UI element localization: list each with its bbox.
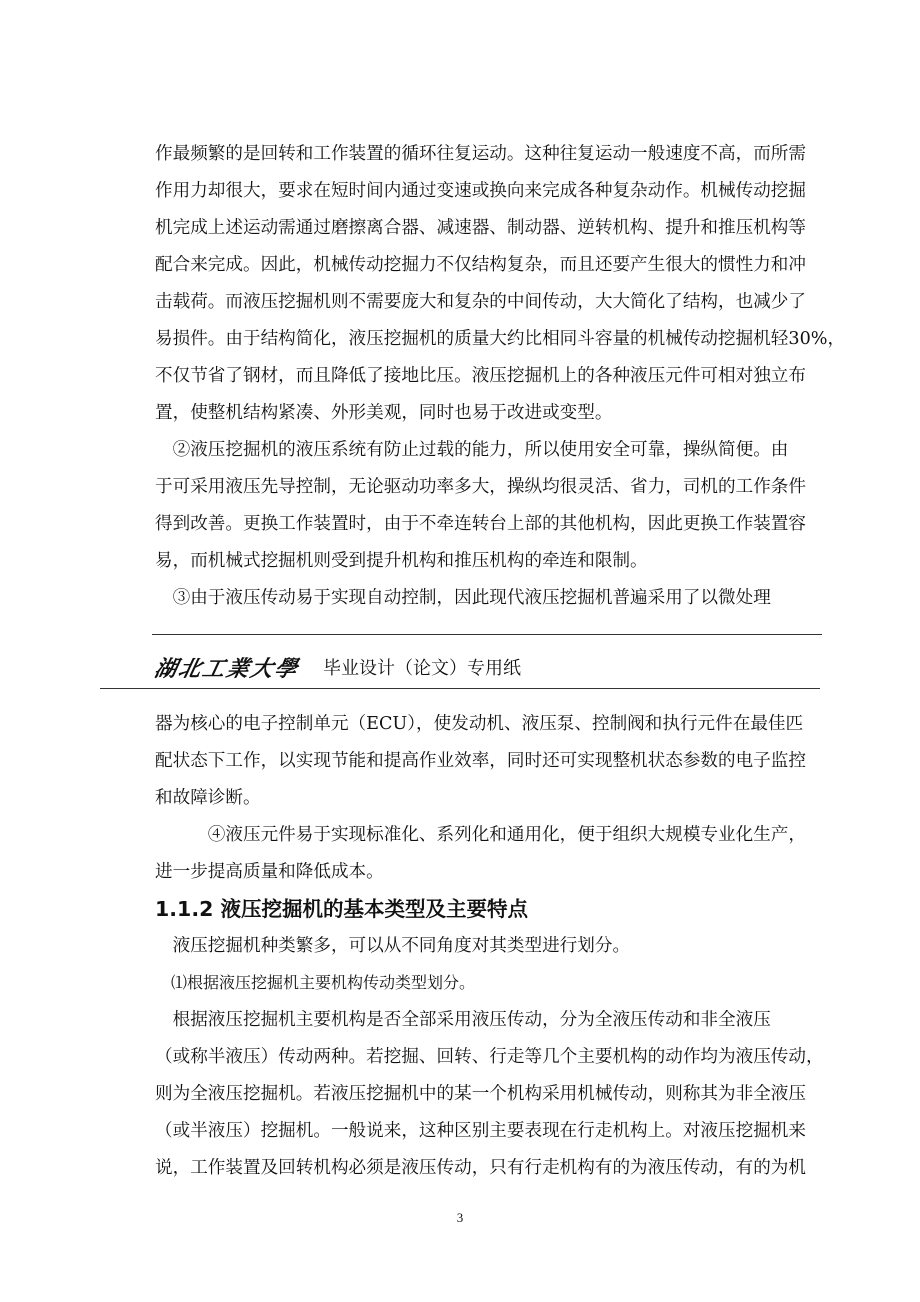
paragraph-line: ③由于液压传动易于实现自动控制，因此现代液压挖掘机普遍采用了以微处理	[155, 588, 771, 608]
paragraph-line: 配状态下工作，以实现节能和提高作业效率，同时还可实现整机状态参数的电子监控	[155, 751, 806, 771]
paragraph-line: 作最频繁的是回转和工作装置的循环往复运动。这种往复运动一般速度不高，而所需	[155, 144, 806, 164]
paragraph-line: 根据液压挖掘机主要机构是否全部采用液压传动，分为全液压传动和非全液压	[155, 1010, 771, 1030]
paragraph-line: ②液压挖掘机的液压系统有防止过载的能力，所以使用安全可靠，操纵简便。由	[155, 440, 789, 460]
paragraph-line: （或称半液压）传动两种。若挖掘、回转、行走等几个主要机构的动作均为液压传动，	[155, 1047, 824, 1067]
paragraph-line: 作用力却很大，要求在短时间内通过变速或换向来完成各种复杂动作。机械传动挖掘	[155, 181, 806, 201]
page-break-rule-top	[152, 634, 822, 635]
paragraph-line: 配合来完成。因此，机械传动挖掘力不仅结构复杂，而且还要产生很大的惯性力和冲	[155, 255, 806, 275]
section-heading: 1.1.2 液压挖掘机的基本类型及主要特点	[155, 897, 529, 921]
header-title: 毕业设计（论文）专用纸	[323, 658, 522, 679]
paragraph-line: 易损件。由于结构简化，液压挖掘机的质量大约比相同斗容量的机械传动挖掘机轻30%，	[155, 329, 846, 349]
paragraph-line: （或半液压）挖掘机。一般说来，这种区别主要表现在行走机构上。对液压挖掘机来	[155, 1121, 806, 1141]
paragraph-line: 机完成上述运动需通过磨擦离合器、减速器、制动器、逆转机构、提升和推压机构等	[155, 218, 806, 238]
page-header	[151, 652, 522, 682]
paragraph-line: 说，工作装置及回转机构必须是液压传动，只有行走机构有的为液压传动，有的为机	[155, 1158, 806, 1178]
paragraph-line: ⑴根据液压挖掘机主要机构传动类型划分。	[155, 973, 476, 992]
paragraph-line: 和故障诊断。	[155, 788, 261, 808]
paragraph-line: 液压挖掘机种类繁多，可以从不同角度对其类型进行划分。	[155, 936, 631, 956]
page-number: 3	[456, 1210, 464, 1225]
paragraph-line: 易，而机械式挖掘机则受到提升机构和推压机构的牵连和限制。	[155, 551, 648, 571]
paragraph-line: 器为核心的电子控制单元（ECU），使发动机、液压泵、控制阀和执行元件在最佳匹	[155, 714, 804, 734]
paragraph-line: 击载荷。而液压挖掘机则不需要庞大和复杂的中间传动，大大简化了结构，也减少了	[155, 292, 806, 312]
paragraph-line: 于可采用液压先导控制，无论驱动功率多大，操纵均很灵活、省力，司机的工作条件	[155, 477, 806, 497]
paragraph-line: 不仅节省了钢材，而且降低了接地比压。液压挖掘机上的各种液压元件可相对独立布	[155, 366, 806, 386]
page-header-rule	[100, 688, 820, 689]
paragraph-line: 得到改善。更换工作装置时，由于不牵连转台上部的其他机构，因此更换工作装置容	[155, 514, 806, 534]
paragraph-line: 进一步提高质量和降低成本。	[155, 862, 384, 882]
paragraph-line: 则为全液压挖掘机。若液压挖掘机中的某一个机构采用机械传动，则称其为非全液压	[155, 1084, 806, 1104]
paragraph-line: ④液压元件易于实现标准化、系列化和通用化，便于组织大规模专业化生产，	[155, 825, 806, 845]
university-logo: 湖北工業大學	[151, 655, 302, 682]
paragraph-line: 置，使整机结构紧凑、外形美观，同时也易于改进或变型。	[155, 403, 613, 423]
